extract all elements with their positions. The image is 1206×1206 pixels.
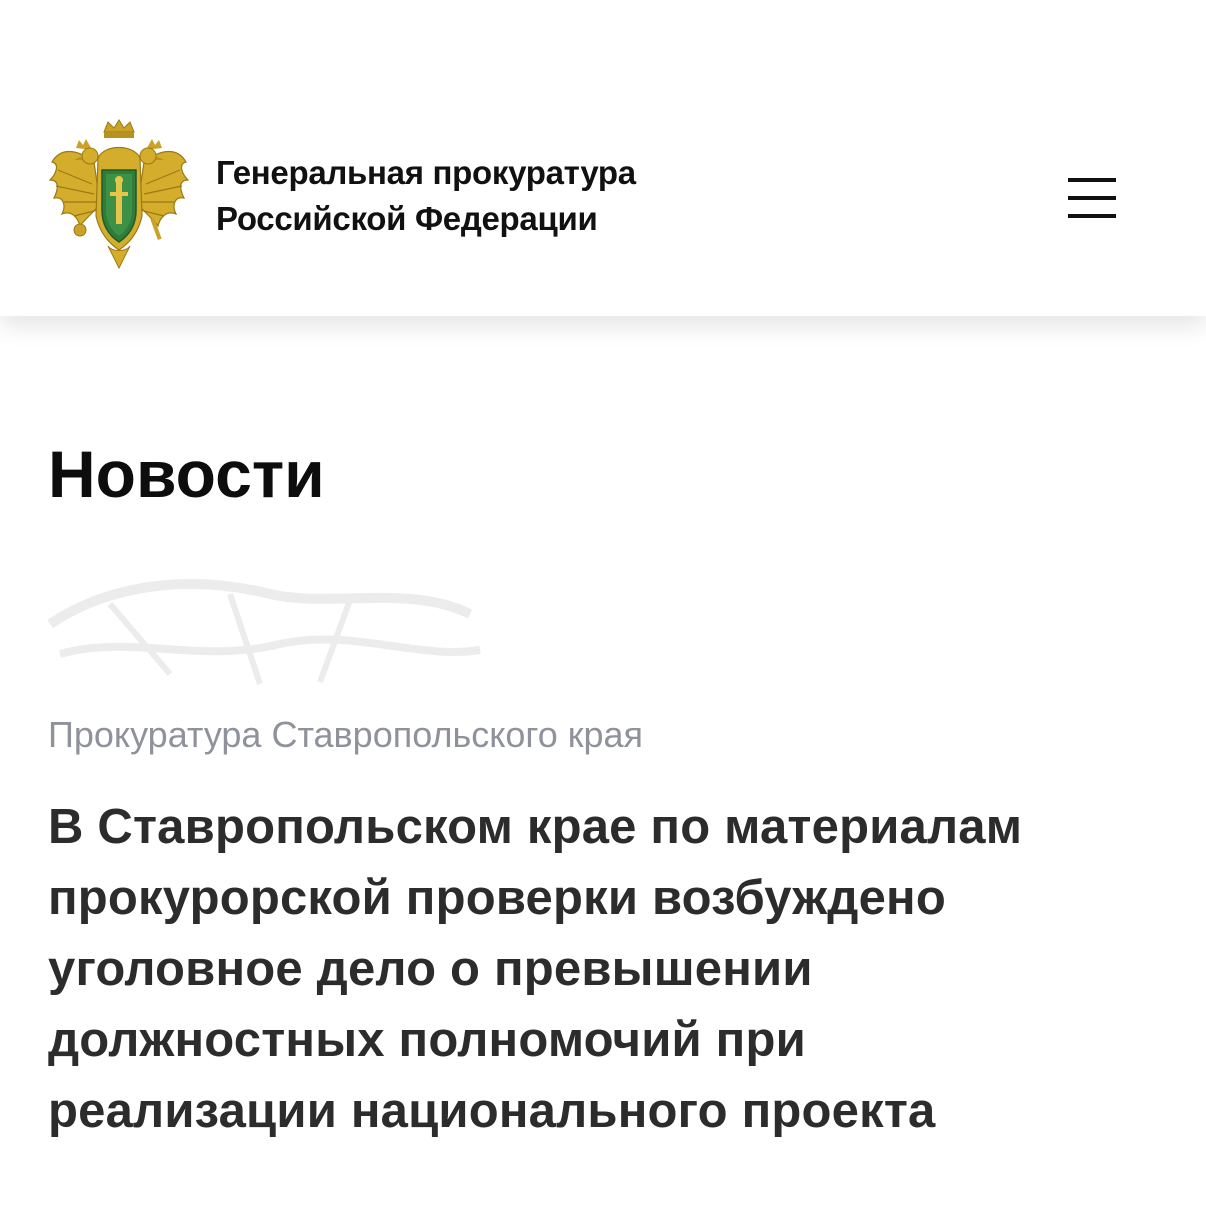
page-title: Новости xyxy=(48,437,325,511)
news-headline[interactable] xyxy=(48,792,1158,1147)
news-headline-line: должностных полномочий при xyxy=(48,1013,806,1067)
news-headline-line: В Ставропольском крае по материалам xyxy=(48,800,1023,854)
news-headline-line: прокурорской проверки возбуждено xyxy=(48,871,946,925)
news-headline-line: реализации национального проекта xyxy=(48,1084,936,1138)
hamburger-menu-icon[interactable] xyxy=(1056,166,1128,230)
main-content xyxy=(0,316,1206,1206)
site-header xyxy=(0,0,1206,316)
menu-bar-middle xyxy=(1068,196,1116,200)
news-image-placeholder[interactable] xyxy=(30,564,490,694)
organization-name[interactable] xyxy=(216,150,736,242)
organization-name-line-2: Российской Федерации xyxy=(216,200,598,237)
menu-bar-top xyxy=(1068,178,1116,182)
prosecutor-emblem-icon[interactable] xyxy=(46,118,192,270)
menu-bar-bottom xyxy=(1068,214,1116,218)
news-headline-line: уголовное дело о превышении xyxy=(48,942,813,996)
news-source-label[interactable]: Прокуратура Ставропольского края xyxy=(48,714,644,755)
organization-name-line-1: Генеральная прокуратура xyxy=(216,154,636,191)
